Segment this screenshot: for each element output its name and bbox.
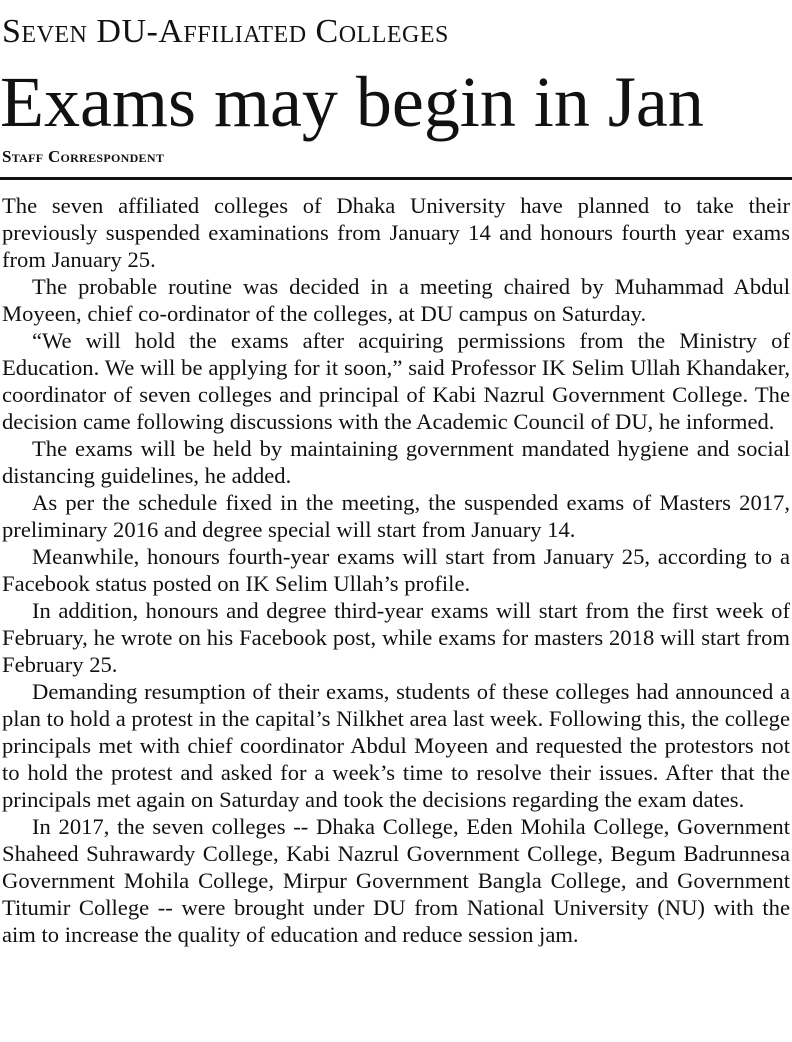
headline-divider [0,177,792,180]
article-headline: Exams may begin in Jan [0,62,704,142]
article-paragraph: The seven affiliated colleges of Dhaka University have planned to take their previously suspended examinations from January 14 and honours fourth year exams from January 25. [2,193,790,272]
article-byline: Staff Correspondent [2,147,165,166]
article-paragraph: Demanding resumption of their exams, students of these colleges had announced a plan to hold a protest in the capital’s Nilkhet area last week. Following this, the college principals met with chief coordinator Abdul Moyeen and requested the protestors not to hold the protest and asked for a week’s time to resolve their issues. After that the principals met again on Saturday and took the decisions regarding the exam dates. [2,679,790,812]
article-body [2,192,790,948]
article-paragraph: As per the schedule fixed in the meeting, the suspended exams of Masters 2017, preliminary 2016 and degree special will start from January 14. [2,490,790,542]
article-paragraph: In 2017, the seven colleges -- Dhaka College, Eden Mohila College, Government Shaheed Suhrawardy College, Kabi Nazrul Government College, Begum Badrunnesa Government Mohila College, Mirpur Government Bangla College, and Government Titumir College -- were brought under DU from National University (NU) with the aim to increase the quality of education and reduce session jam. [2,814,790,947]
article-paragraph: The exams will be held by maintaining government mandated hygiene and social distancing guidelines, he added. [2,436,790,488]
article-paragraph: In addition, honours and degree third-year exams will start from the first week of February, he wrote on his Facebook post, while exams for masters 2018 will start from February 25. [2,598,790,677]
article-kicker: Seven DU-Affiliated Colleges [2,13,449,50]
article-paragraph: “We will hold the exams after acquiring permissions from the Ministry of Education. We will be applying for it soon,” said Professor IK Selim Ullah Khandaker, coordinator of seven colleges and principal of Kabi Nazrul Government College. The decision came following discussions with the Academic Council of DU, he informed. [2,328,790,434]
article-paragraph: The probable routine was decided in a meeting chaired by Muhammad Abdul Moyeen, chief co-ordinator of the colleges, at DU campus on Saturday. [2,274,790,326]
article-paragraph: Meanwhile, honours fourth-year exams will start from January 25, according to a Facebook status posted on IK Selim Ullah’s profile. [2,544,790,596]
